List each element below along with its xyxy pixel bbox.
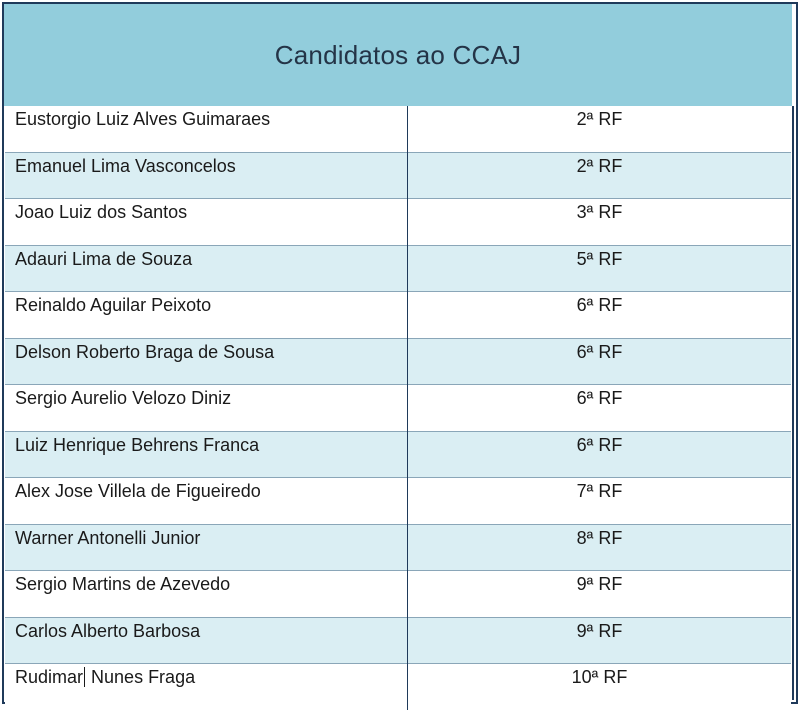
- region-label: 8ª RF: [576, 527, 623, 548]
- region-label: 9ª RF: [576, 620, 623, 641]
- region-label: 6ª RF: [576, 434, 623, 455]
- candidate-name: Sergio Martins de Azevedo: [15, 574, 231, 594]
- candidate-name-cell[interactable]: [5, 571, 408, 618]
- table-row: [5, 478, 791, 525]
- text-cursor: [84, 667, 85, 687]
- region-label: 7ª RF: [576, 481, 623, 501]
- region-label: 3ª RF: [576, 202, 623, 222]
- candidate-name-cell[interactable]: [5, 245, 408, 292]
- candidate-name: Adauri Lima de Souza: [15, 248, 193, 269]
- candidate-name-cell[interactable]: [5, 478, 408, 525]
- table-row: [5, 571, 791, 618]
- candidate-name-cell[interactable]: [5, 106, 408, 152]
- region-label: 2ª RF: [576, 155, 623, 176]
- candidate-name: Luiz Henrique Behrens Franca: [15, 434, 260, 455]
- region-cell[interactable]: [408, 152, 792, 199]
- region-label: 6ª RF: [576, 388, 623, 408]
- table-header: [4, 4, 792, 106]
- region-label: 9ª RF: [576, 574, 623, 594]
- candidate-name-cell[interactable]: [5, 617, 408, 664]
- table-row: [5, 431, 791, 478]
- candidate-name-cell[interactable]: [5, 292, 408, 339]
- region-cell[interactable]: [408, 338, 792, 385]
- candidate-name: [15, 667, 195, 688]
- table-row: [5, 385, 791, 432]
- candidate-name-first: Rudimar: [15, 667, 84, 687]
- region-cell[interactable]: [408, 106, 792, 152]
- table-row: [5, 292, 791, 339]
- page-title: Candidatos ao CCAJ: [274, 39, 522, 70]
- candidate-name-cell[interactable]: [5, 199, 408, 246]
- region-cell[interactable]: [408, 385, 792, 432]
- region-cell[interactable]: [408, 478, 792, 525]
- table-row: [5, 245, 791, 292]
- candidate-name: Eustorgio Luiz Alves Guimaraes: [15, 109, 271, 129]
- region-cell[interactable]: [408, 617, 792, 664]
- table-right-border: [792, 106, 794, 700]
- candidate-name-cell[interactable]: [5, 524, 408, 571]
- candidate-name: Sergio Aurelio Velozo Diniz: [15, 388, 232, 408]
- region-cell[interactable]: [408, 571, 792, 618]
- region-label: 5ª RF: [576, 248, 623, 269]
- region-cell[interactable]: [408, 524, 792, 571]
- candidate-name: Emanuel Lima Vasconcelos: [15, 155, 236, 176]
- candidate-name-cell[interactable]: [5, 431, 408, 478]
- candidate-name: Alex Jose Villela de Figueiredo: [15, 481, 261, 501]
- region-cell[interactable]: [408, 431, 792, 478]
- region-cell[interactable]: [408, 292, 792, 339]
- candidate-name: Warner Antonelli Junior: [15, 527, 201, 548]
- candidate-name-cell[interactable]: [5, 664, 408, 710]
- table-row: [5, 106, 791, 152]
- region-label: 10ª RF: [571, 667, 628, 687]
- table-row: [5, 664, 791, 710]
- region-cell[interactable]: [408, 199, 792, 246]
- candidate-name: Carlos Alberto Barbosa: [15, 620, 201, 641]
- region-label: 2ª RF: [576, 109, 623, 129]
- table-row: [5, 617, 791, 664]
- table-row: [5, 524, 791, 571]
- candidate-name: Delson Roberto Braga de Sousa: [15, 341, 275, 362]
- candidate-name-cell[interactable]: [5, 338, 408, 385]
- region-cell[interactable]: [408, 245, 792, 292]
- candidate-name-cell[interactable]: [5, 385, 408, 432]
- region-label: 6ª RF: [576, 295, 623, 315]
- table-row: [5, 152, 791, 199]
- candidate-name-rest: Nunes Fraga: [86, 667, 196, 687]
- table-row: [5, 199, 791, 246]
- region-label: 6ª RF: [576, 341, 623, 362]
- candidate-name: Reinaldo Aguilar Peixoto: [15, 295, 212, 315]
- candidates-table: [5, 106, 791, 710]
- candidate-name-cell[interactable]: [5, 152, 408, 199]
- table-row: [5, 338, 791, 385]
- region-cell[interactable]: [408, 664, 792, 710]
- candidate-name: Joao Luiz dos Santos: [15, 202, 188, 222]
